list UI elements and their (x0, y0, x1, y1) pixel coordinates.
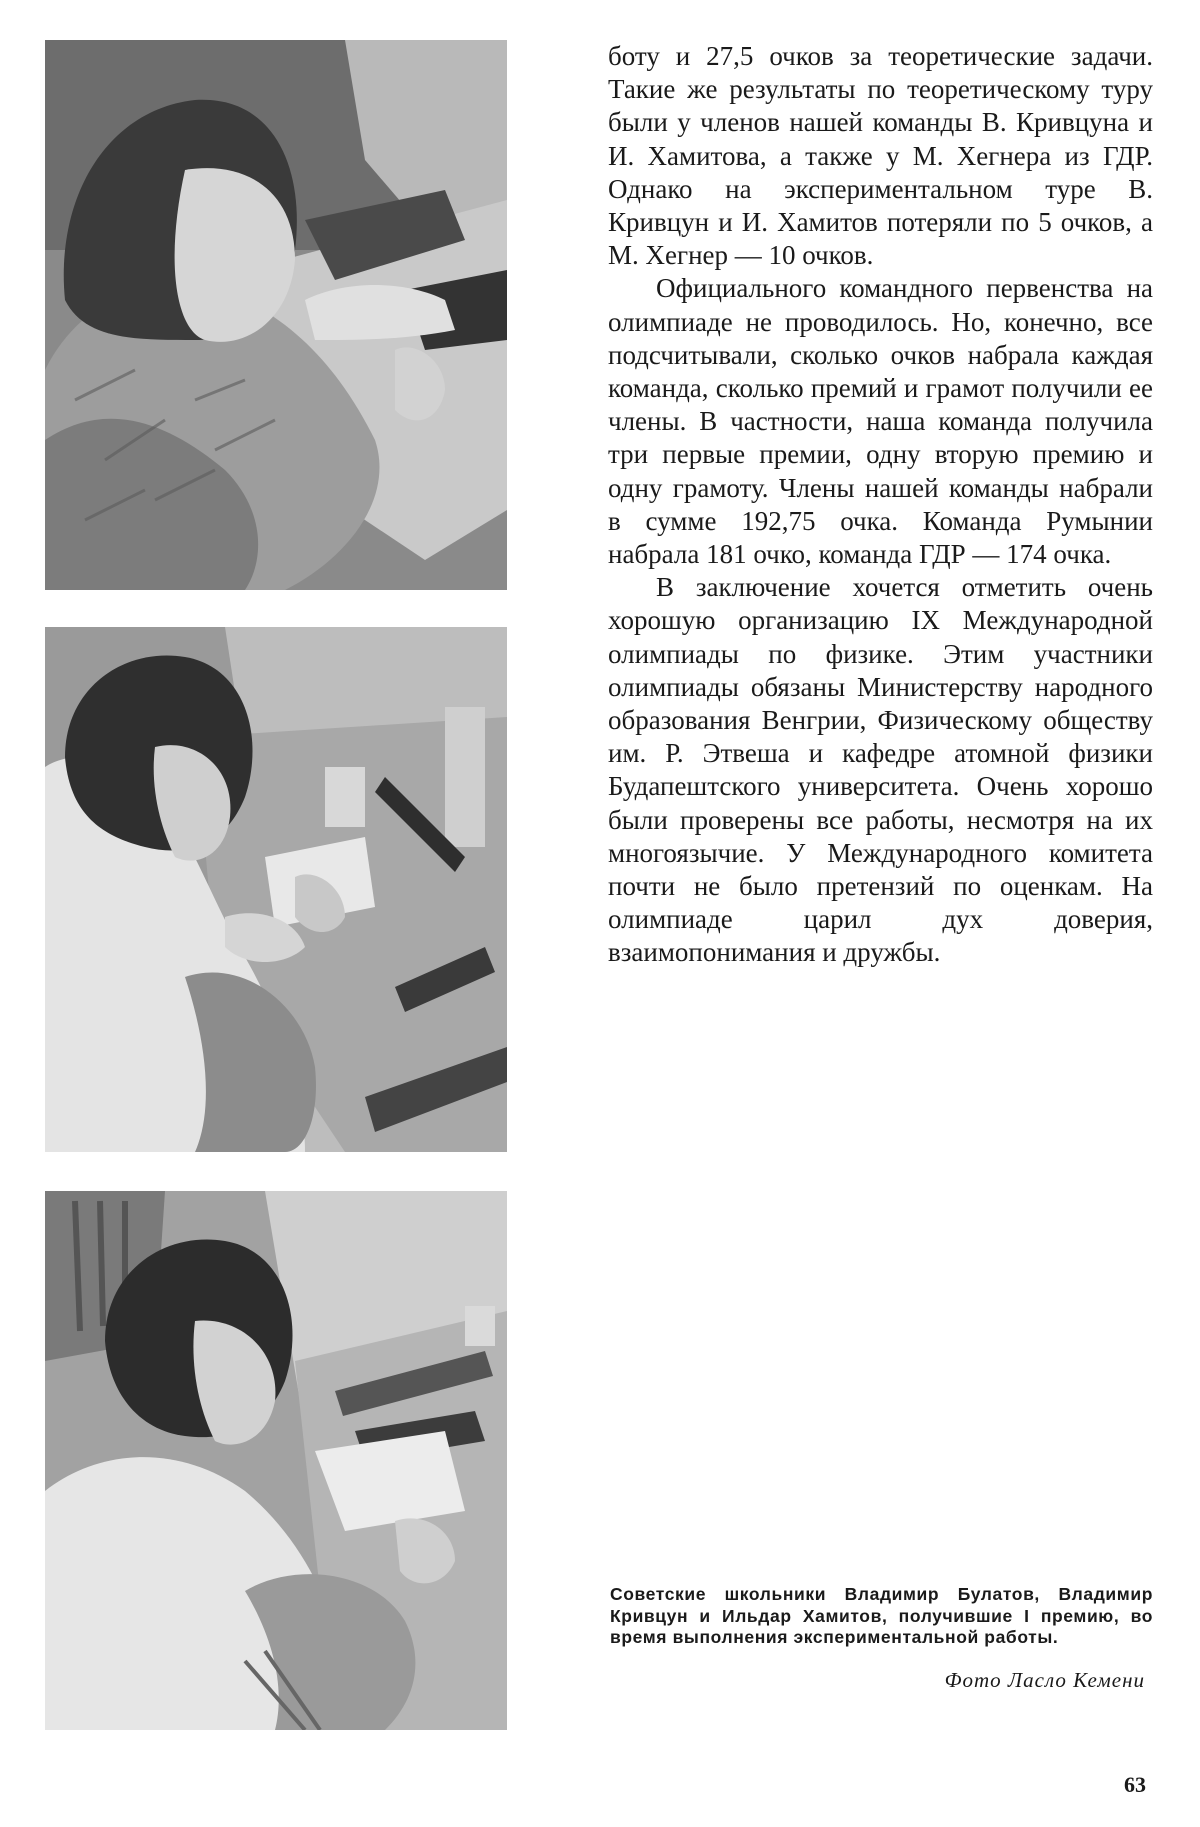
paragraph: боту и 27,5 очков за теоретические задачи. Такие же результаты по теоретическому туру были у членов нашей команды В. Кривцуна и И. Хамитова, а также у М. Хегнера из ГДР. Однако на экспериментальном туре В. Кривцун и И. Хамитов потеряли по 5 очков, а М. Хегнер — 10 очков. (608, 41, 1153, 271)
photo-student-1 (45, 40, 507, 590)
photo-student-3 (45, 1191, 507, 1730)
paragraph: В заключение хочется отметить очень хорошую организацию IX Международной олимпиады по физике. Этим участники олимпиады обязаны Министерству народного образования Венгрии, Физическому обществу им. Р. Этвеша и кафедре атомной физики Будапештского университета. Очень хорошо были проверены все работы, несмотря на их многоязычие. У Международного комитета почти не было претензий по оценкам. На олимпиаде царил дух доверия, взаимопонимания и дружбы. (608, 572, 1153, 968)
article-text (608, 40, 1153, 970)
photo-student-3-image (45, 1191, 507, 1730)
paragraph: Официального командного первенства на олимпиаде не проводилось. Но, конечно, все подсчитывали, сколько очков набрала каждая команда, сколько премий и грамот получили ее члены. В частности, наша команда получила три первые премии, одну вторую премию и одну грамоту. Члены нашей команды набрали в сумме 192,75 очка. Команда Румынии набрала 181 очко, команда ГДР — 174 очка. (608, 273, 1153, 570)
photo-student-1-image (45, 40, 507, 590)
photo-credit: Фото Ласло Кемени (944, 1668, 1145, 1692)
page-number: 63 (1124, 1772, 1146, 1797)
photo-caption: Советские школьники Владимир Булатов, Владимир Кривцун и Ильдар Хамитов, получившие I премию, во время выполнения экспериментальной работы. (610, 1584, 1153, 1647)
photo-student-2-image (45, 627, 507, 1152)
photo-student-2 (45, 627, 507, 1152)
